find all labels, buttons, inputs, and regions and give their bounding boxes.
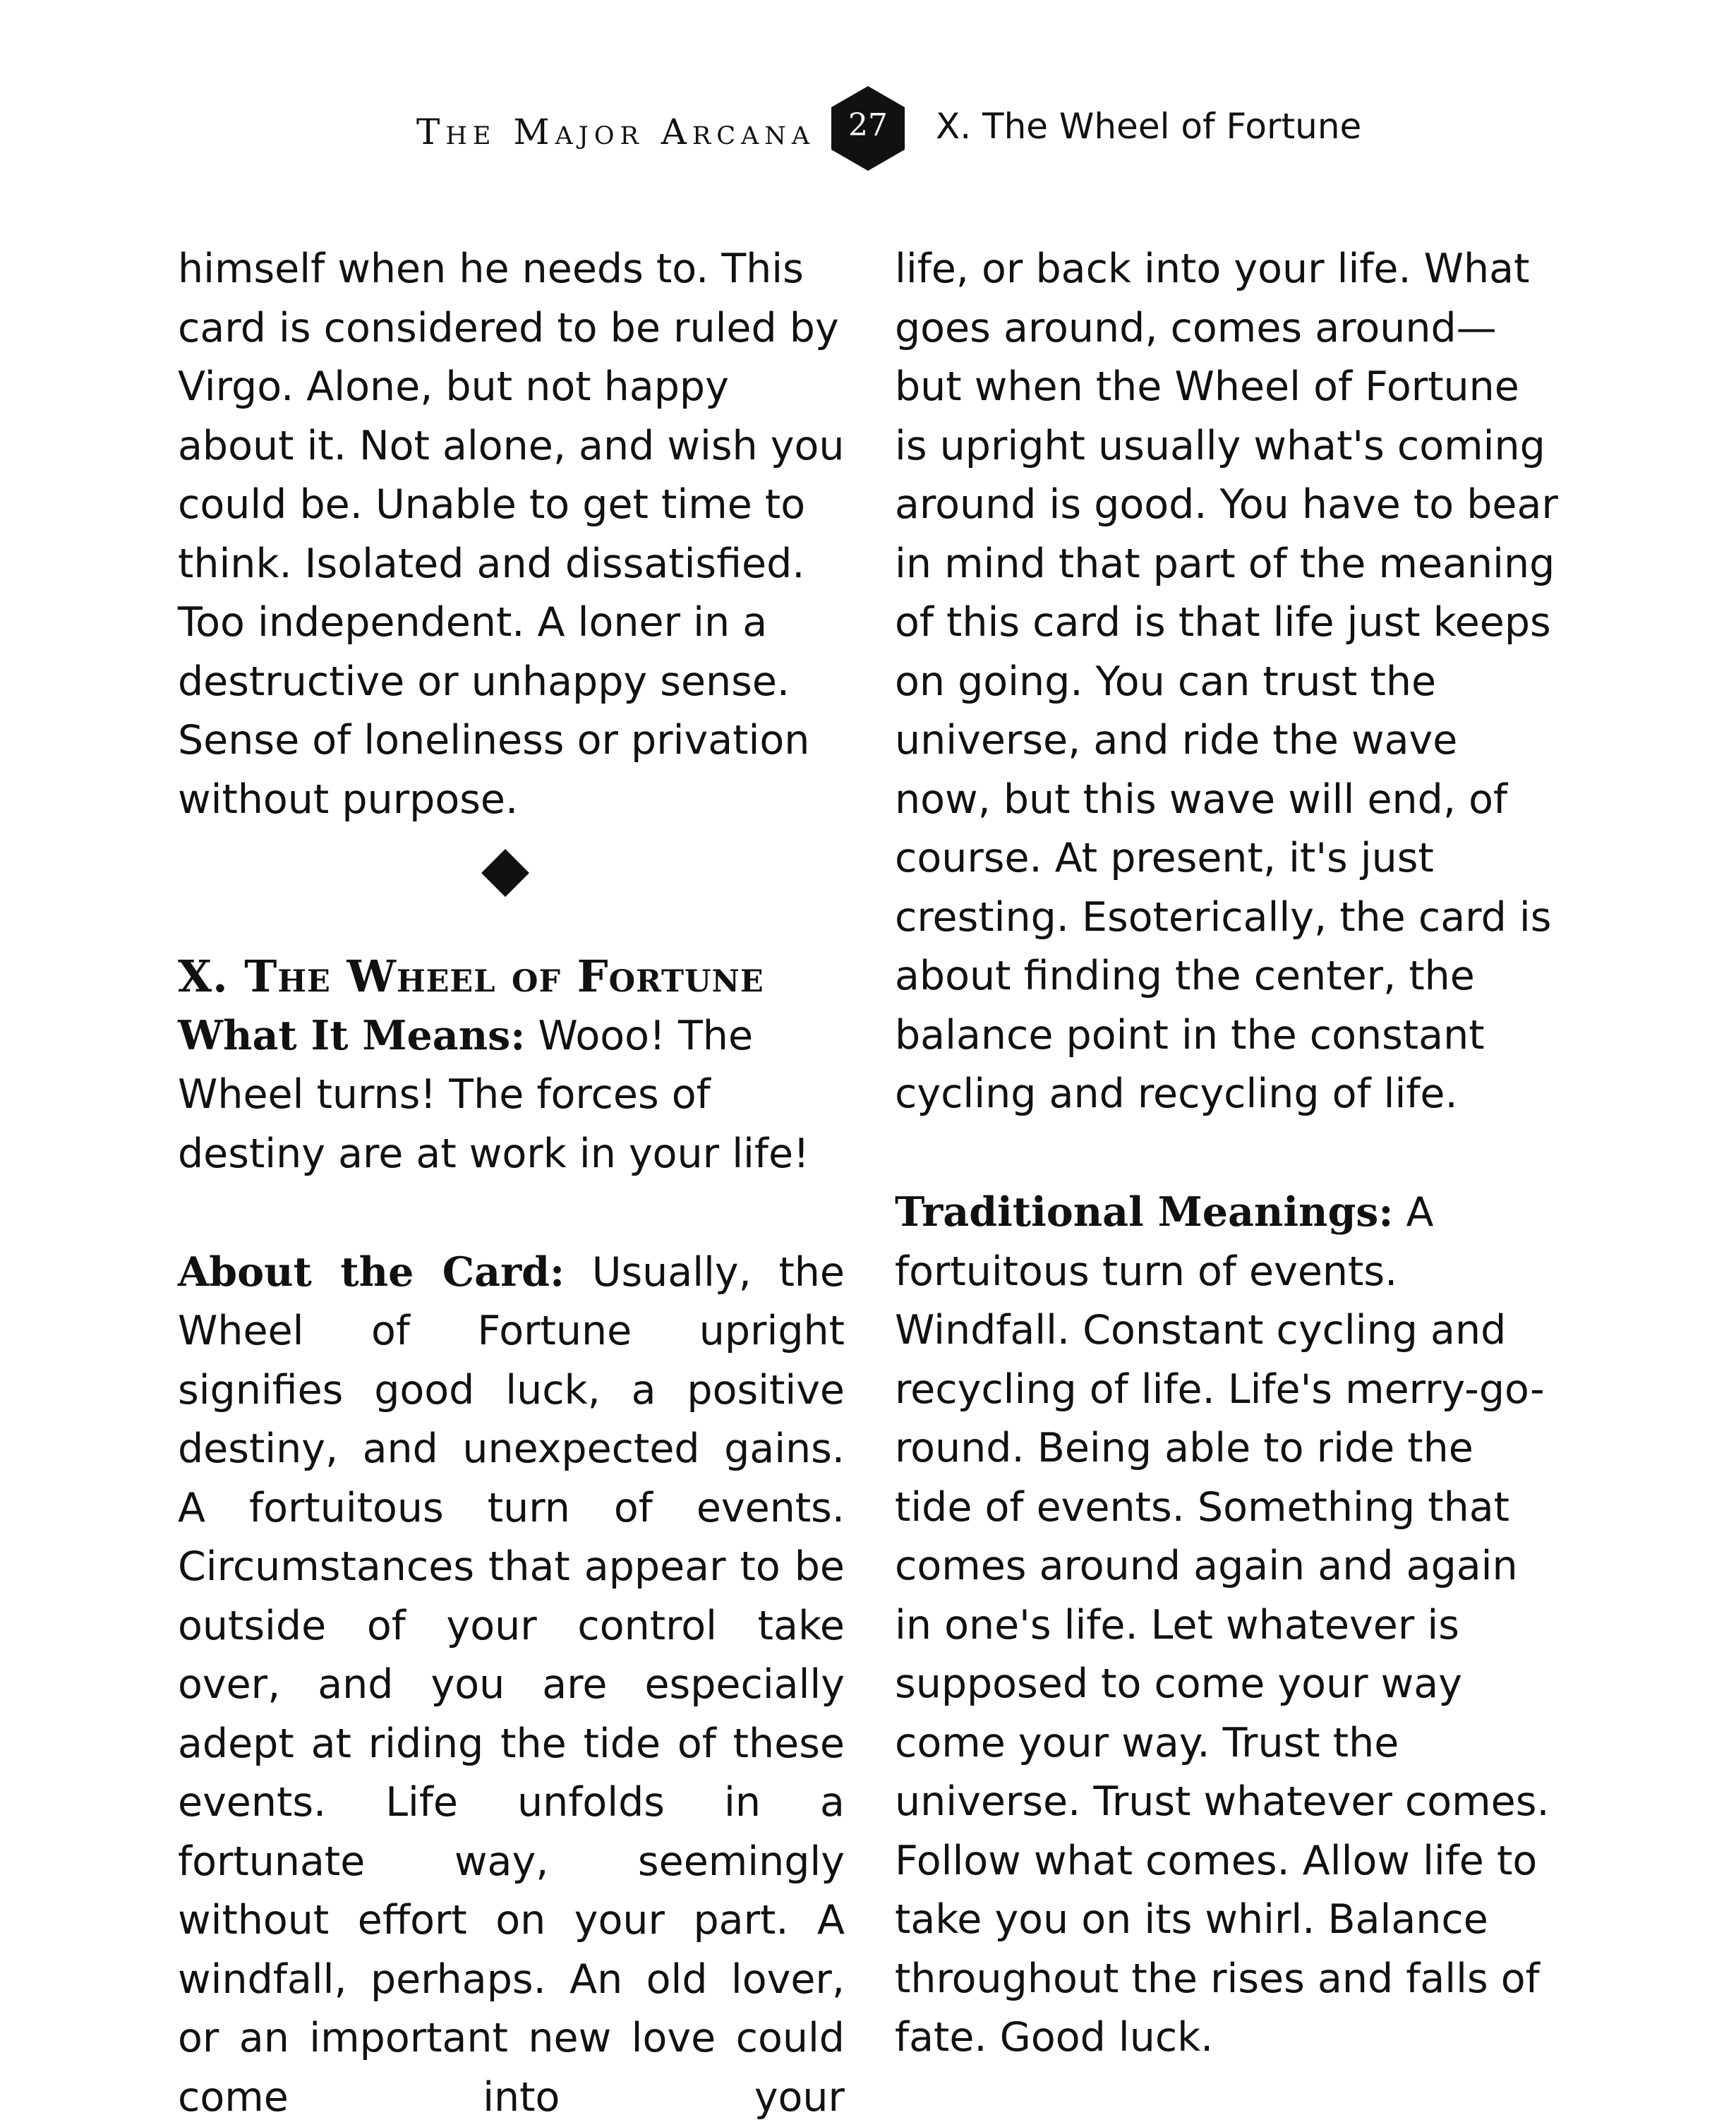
left-column xyxy=(178,240,845,2127)
page-number-badge xyxy=(824,85,912,172)
about-the-card-continued: life, or back into your life. What goes around, comes around—but when the Wheel of Fortune is upright usually what's coming around is good. You have to bear in mind that part of the meaning of this card is that life just keeps on going. You can trust the universe, and ride the wave now, but this wave will end, of course. At present, it's just cresting. Esoterically, the card is about finding the center, the balance point in the constant cycling and recycling of life. xyxy=(895,240,1562,1124)
about-the-card-label: About the Card: xyxy=(178,1248,565,1296)
what-it-means-paragraph xyxy=(178,1006,845,1184)
what-it-means-text: Wooo! The Wheel turns! The forces of destiny are at work in your life! xyxy=(178,1013,809,1177)
what-it-means-label: What It Means: xyxy=(178,1012,525,1059)
traditional-meanings-paragraph xyxy=(895,1183,1562,2068)
traditional-meanings-label: Traditional Meanings: xyxy=(895,1188,1393,1236)
traditional-meanings-text: A fortuitous turn of events. Windfall. Constant cycling and recycling of life. Life's merry-go-round. Being able to ride the tide of events. Something that comes around again and again in one's life. Let whatever is supposed to come your way come your way. Trust the universe. Trust whatever comes. Follow what comes. Allow life to take you on its whirl. Balance throughout the rises and falls of fate. Good luck. xyxy=(895,1189,1550,2061)
section-heading: X. The Wheel of Fortune xyxy=(178,947,845,1006)
running-header-book-section xyxy=(416,112,815,152)
page-number: 27 xyxy=(824,107,912,143)
about-the-card-text: Usually, the Wheel of Fortune upright signifies good luck, a positive destiny, and unexpected gains. A fortuitous turn of events. Circumstances that appear to be outside of your control take over, and you are especially adept at riding the tide of these events. Life unfolds in a fortunate way, seemingly without effort on your part. A windfall, perhaps. An old lover, or an important new love could come into your xyxy=(178,1249,845,2121)
section-divider xyxy=(178,829,845,947)
header-left-title: The Major Arcana xyxy=(416,112,815,152)
diamond-ornament-icon xyxy=(481,849,529,897)
continued-paragraph: himself when he needs to. This card is considered to be ruled by Virgo. Alone, but not happy about it. Not alone, and wish you could be. Unable to get time to think. Isolated and dissatisfied. Too independent. A loner in a destructive or unhappy sense. Sense of loneliness or privation without purpose. xyxy=(178,240,845,829)
running-header-chapter: X. The Wheel of Fortune xyxy=(936,106,1361,147)
about-the-card-paragraph xyxy=(178,1243,845,2127)
right-column xyxy=(895,240,1562,2068)
